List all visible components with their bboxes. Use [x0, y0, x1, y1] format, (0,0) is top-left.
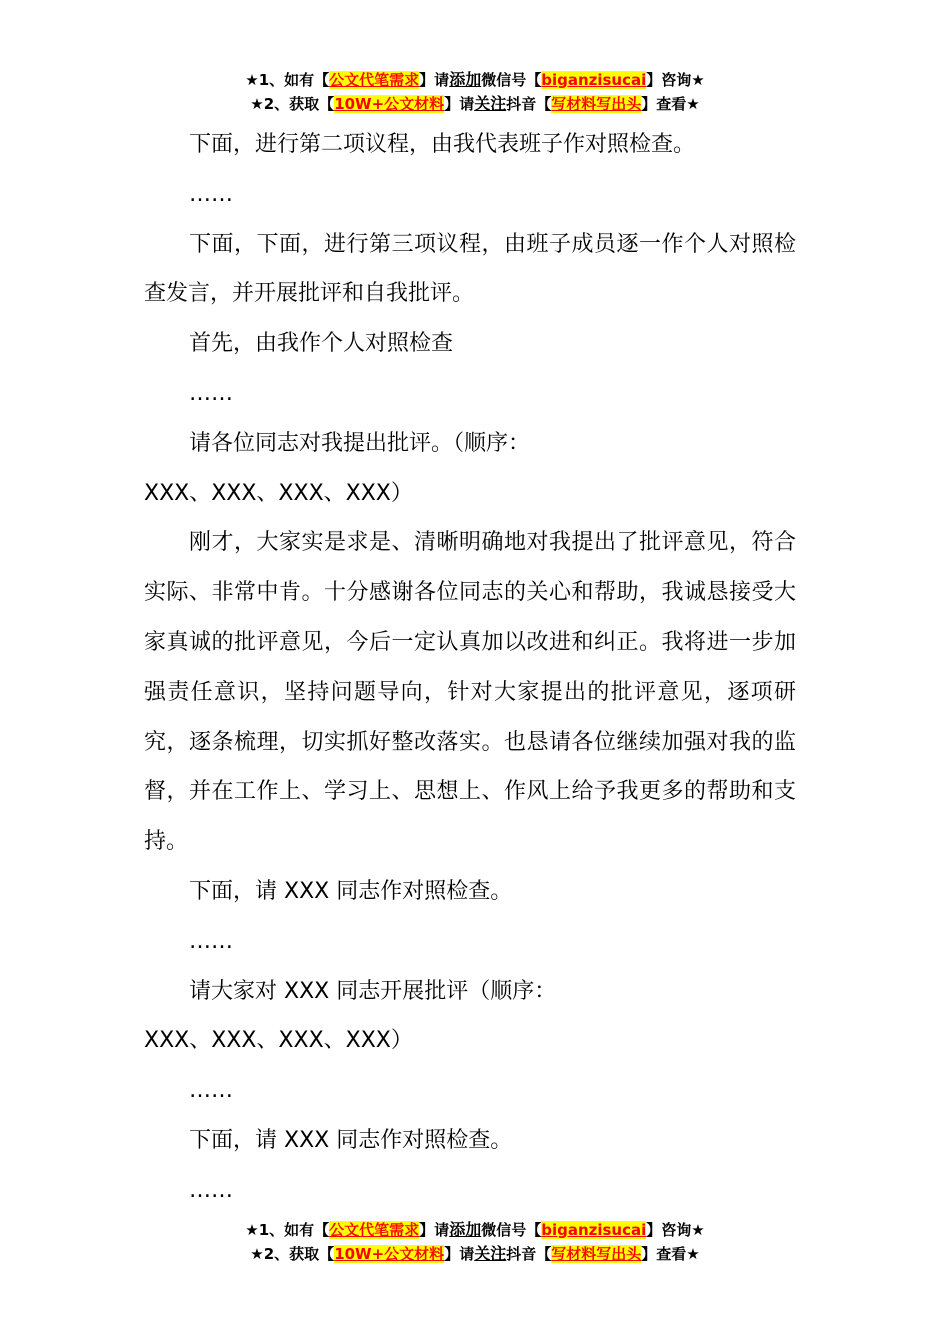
ellipsis-line: ……: [189, 1078, 233, 1104]
highlight-service: 公文代笔需求: [329, 71, 420, 89]
paragraph: 请各位同志对我提出批评。（顺序：: [189, 430, 531, 456]
banner-line-2: [0, 92, 950, 116]
highlight-materials: 10W+公文材料: [334, 1245, 445, 1263]
paragraph: XXX、XXX、XXX、XXX）: [144, 480, 413, 506]
banner-text: 】查看★: [641, 1245, 700, 1263]
banner-line-1: [0, 1218, 950, 1242]
banner-text: ★1、如有【: [245, 71, 330, 89]
top-banner: [0, 68, 950, 116]
banner-text: 】请: [419, 1221, 450, 1239]
banner-text: ★2、获取【: [250, 95, 335, 113]
paragraph: 下面，下面，进行第三项议程，由班子成员逐一作个人对照检查发言，并开展批评和自我批评。: [144, 231, 796, 307]
banner-text: 微信号【: [481, 71, 542, 89]
underlined-text: 添加: [449, 1220, 482, 1239]
banner-text: 】请: [444, 1245, 475, 1263]
underlined-text: 添加: [449, 70, 482, 89]
banner-text: ★2、获取【: [250, 1245, 335, 1263]
highlight-wechat-id: biganzisucai: [541, 1221, 647, 1239]
ellipsis-line: ……: [189, 1177, 233, 1203]
paragraph: 下面，进行第二项议程，由我代表班子作对照检查。: [189, 132, 696, 157]
highlight-materials: 10W+公文材料: [334, 95, 445, 113]
banner-text: 】请: [419, 71, 450, 89]
banner-text: 微信号【: [481, 1221, 542, 1239]
paragraph: 刚才，大家实是求是、清晰明确地对我提出了批评意见，符合实际、非常中肯。十分感谢各位同志的关心和帮助，我诚恳接受大家真诚的批评意见，今后一定认真加以改进和纠正。我将进一步加强责任意识，坚持问题导向，针对大家提出的批评意见，逐项研究，逐条梳理，切实抓好整改落实。也恳请各位继续加强对我的监督，并在工作上、学习上、思想上、作风上给予我更多的帮助和支持。: [144, 530, 796, 855]
banner-text: 】查看★: [641, 95, 700, 113]
paragraph: 下面，请 XXX 同志作对照检查。: [189, 1127, 513, 1153]
bottom-banner: [0, 1218, 950, 1266]
underlined-text: 关注: [474, 94, 507, 113]
banner-line-1: [0, 68, 950, 92]
highlight-douyin: 写材料写出头: [551, 1245, 642, 1263]
highlight-wechat-id: biganzisucai: [541, 71, 647, 89]
document-body: [144, 120, 796, 1216]
highlight-service: 公文代笔需求: [329, 1221, 420, 1239]
banner-text: 抖音【: [506, 95, 552, 113]
ellipsis-line: ……: [189, 181, 233, 207]
paragraph: 下面，请 XXX 同志作对照检查。: [189, 878, 513, 904]
paragraph: XXX、XXX、XXX、XXX）: [144, 1028, 413, 1054]
highlight-douyin: 写材料写出头: [551, 95, 642, 113]
banner-text: 】咨询★: [646, 71, 705, 89]
underlined-text: 关注: [474, 1244, 507, 1263]
paragraph: 请大家对 XXX 同志开展批评（顺序：: [189, 978, 557, 1004]
ellipsis-line: ……: [189, 928, 233, 954]
banner-text: 抖音【: [506, 1245, 552, 1263]
banner-text: ★1、如有【: [245, 1221, 330, 1239]
paragraph: 首先，由我作个人对照检查: [189, 331, 454, 357]
banner-line-2: [0, 1242, 950, 1266]
ellipsis-line: ……: [189, 380, 233, 406]
banner-text: 】咨询★: [646, 1221, 705, 1239]
banner-text: 】请: [444, 95, 475, 113]
